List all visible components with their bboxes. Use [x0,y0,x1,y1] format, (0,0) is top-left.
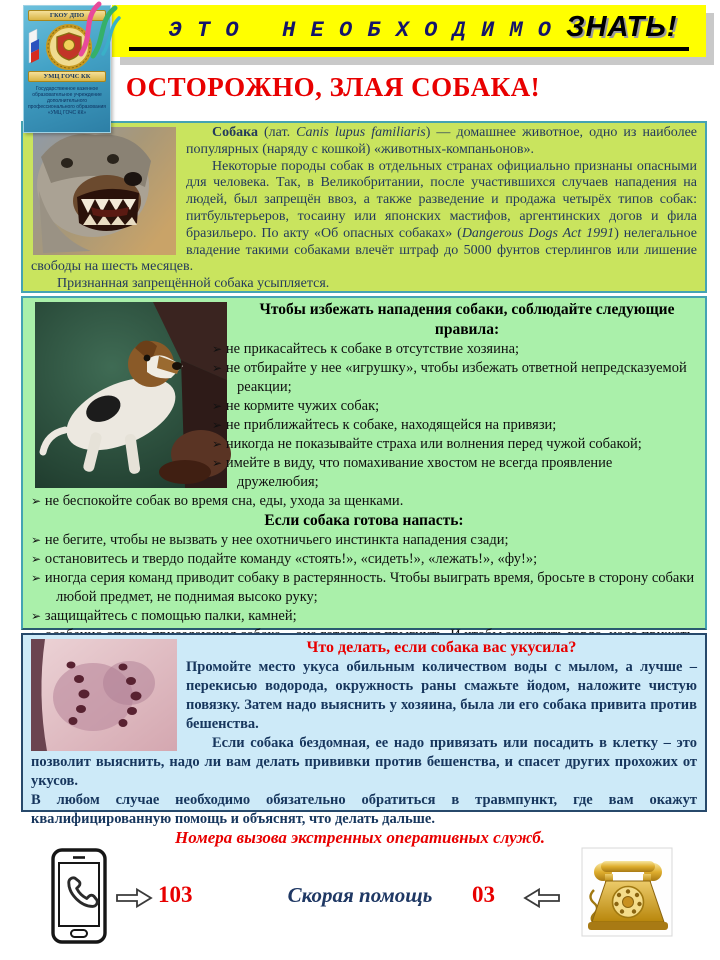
rule-item: ➢ не кормите чужих собак; [31,397,697,416]
rule-item: ➢ не отбирайте у нее «игрушку», чтобы избежать ответной непредсказуемой реакции; [31,359,697,397]
emergency-numbers-title: Номера вызова экстренных оперативных служб. [175,828,545,847]
about-paragraph-1: Собака (лат. Canis lupus familiaris) — домашнее животное, одно из наиболее популярных (наряду с кошкой) «животных-компаньонов». [186,125,697,157]
rule-item: ➢ не приближайтесь к собаке, находящейся на привязи; [31,416,697,435]
landline-emergency-number: 03 [472,882,495,907]
banner-emphasis-text: ЗНАТЬ! [565,11,678,43]
attack-item: ➢ защищайтесь с помощью палки, камней; [31,607,697,626]
section-bitten [21,633,707,827]
rule-item: ➢ имейте в виду, что помахивание хвостом не всегда проявление дружелюбия; [31,454,697,492]
bite-paragraph-1: Промойте место укуса обильным количеством воды с мылом, а лучше – перекисью водорода, окружность раны смажьте йодом, наложите чистую повязку. Затем надо выяснить у хозяина, была ли его собака привита против бешенства. [186,659,697,732]
mobile-emergency-number: 103 [158,882,193,907]
bite-paragraph-3: В любом случае необходимо обязательно обратиться в травмпункт, где вам окажут квалифицированную помощь и объяснят, что делать дальше. [31,792,697,827]
act-name: Dangerous Dogs Act 1991 [461,225,615,241]
logo-caption: Государственное казенное образовательное учреждение дополнительного профессионального образования «УМЦ ГОЧС КК» [27,86,107,116]
page-title: ОСТОРОЖНО, ЗЛАЯ СОБАКА! [125,72,541,102]
logo-bottom-ribbon: УМЦ ГОЧС КК [28,71,106,82]
about-lead-word: Собака [212,125,258,140]
banner-underline [129,11,690,51]
confetti-ribbons-icon [75,0,121,58]
rule-item: ➢ не прикасайтесь к собаке в отсутствие хозяина; [31,340,697,359]
dog-attack-photo [35,302,227,488]
angry-dog-photo [33,127,176,255]
section-rules [21,296,707,630]
attack-item: ➢ иногда серия команд приводит собаку в растерянность. Чтобы выиграть время, бросьте в сторону собаки любой предмет, не поднимая высоко руку; [31,569,697,607]
latin-name: Canis lupus familiaris [296,125,426,140]
section-about-dogs [21,121,707,293]
logo-top-ribbon: ГКОУ ДПО [28,10,106,21]
rotary-phone-icon [582,848,672,936]
ambulance-label: Скорая помощь [287,883,433,907]
top-banner [112,5,706,57]
about-paragraph-3: Признанная запрещённой собака усыпляется. [57,276,330,292]
attack-item: ➢ остановитесь и твердо подайте команду «стоять!», «сидеть!», «лежать!», «фу!»; [31,550,697,569]
bite-wound-photo [31,639,177,751]
rules-title: Чтобы избежать нападения собаки, соблюдайте следующие правила: [259,301,675,338]
arrow-left-icon [524,888,560,908]
bite-title: Что делать, если собака вас укусила? [306,639,577,656]
bite-paragraph-2: Если собака бездомная, ее надо привязать или посадить в клетку – это позволит выяснить, надо ли вам делать прививки против бешенства, и спасет других прохожих от укусов. [31,735,697,789]
about-paragraph-2: Некоторые породы собак в отдельных странах официально признаны опасными для человека. Так, в Великобритании, после участившихся случаев нападения на людей, был запрещён ввоз, а также разведение и продажа четырёх типов собак: питбультерьеров, тосаину или японских мастифов, аргентинских догов и фила бразильеро. По акту «Об опасных собаках» (Dangerous Dogs Act 1991) нелегальное владение такими собаками влечёт штраф до 5000 фунтов стерлингов или лишение свободы на шесть месяцев. [31,158,697,275]
banner-text: Э Т О Н Е О Б Х О Д И М О [168,18,552,43]
attack-item: ➢ не бегите, чтобы не вызвать у нее охотничьего инстинкта нападения сзади; [31,531,697,550]
rule-item: ➢ никогда не показывайте страха или волнения перед чужой собакой; [31,435,697,454]
attack-subtitle: Если собака готова напасть: [264,512,464,529]
rule-item: ➢ не беспокойте собак во время сна, еды, ухода за щенками. [31,492,697,511]
